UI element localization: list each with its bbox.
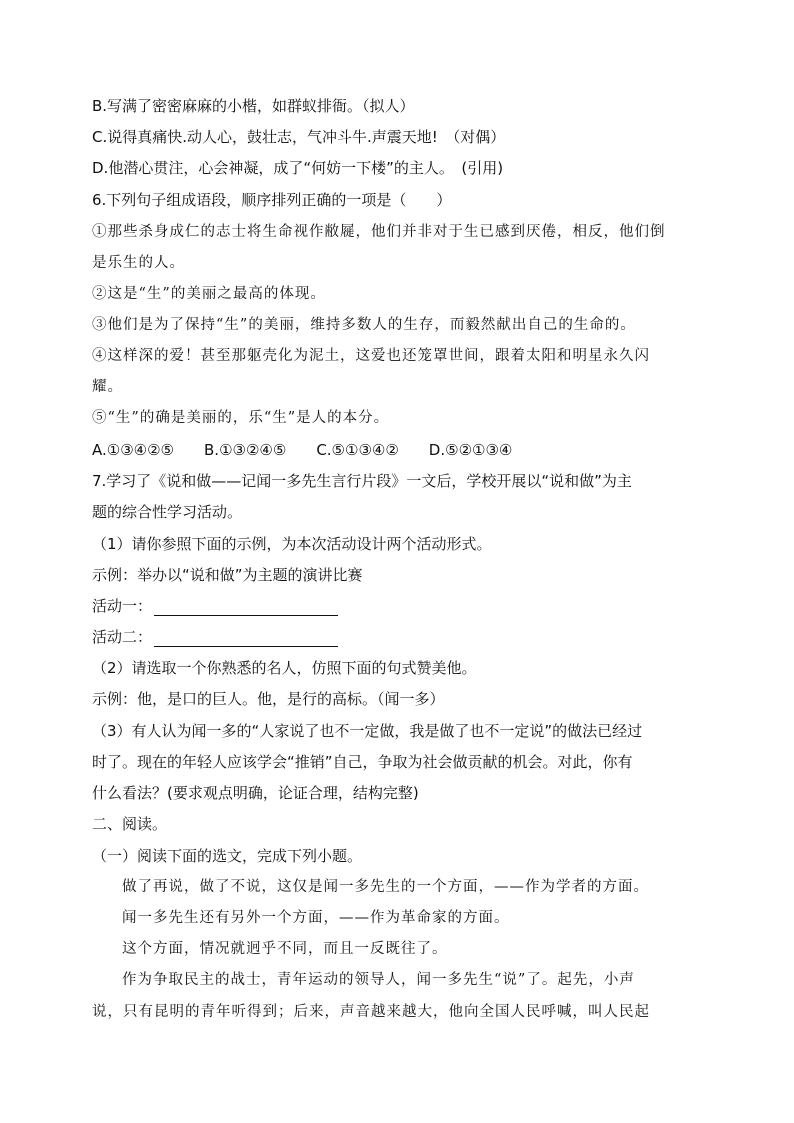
q6-sentence-1: ①那些杀身成仁的志士将生命视作敝屣，他们并非对于生已感到厌倦，相反，他们倒: [92, 224, 666, 240]
activity-1-blank[interactable]: [154, 599, 338, 616]
activity-1-label: 活动一：: [92, 597, 153, 615]
q6-sentence-3: ③他们是为了保持“生”的美丽，维持多数人的生存，而毅然献出自己的生命的。: [92, 317, 636, 333]
q7-part-2: （2）请选取一个你熟悉的名人，仿照下面的句式赞美他。: [92, 659, 477, 677]
q6-sentence-4-cont: 耀。: [92, 379, 123, 395]
q7-stem: 7.学习了《说和做——记闻一多先生言行片段》一文后，学校开展以“说和做”为主: [92, 472, 632, 490]
q5-option-c: C.说得真痛快.动人心，鼓壮志，气冲斗牛.声震天地! （对偶）: [92, 128, 506, 146]
q6-option-a[interactable]: A.①③④②⑤: [92, 441, 175, 459]
q6-options: [92, 440, 708, 460]
q6-sentence-5: ⑤“生”的确是美丽的，乐“生”是人的本分。: [92, 410, 390, 426]
passage-para-2: 闻一多先生还有另外一个方面，——作为革命家的方面。: [122, 910, 510, 926]
q7-part-3-cont: 时了。现在的年轻人应该学会“推销”自己，争取为社会做贡献的机会。对此，你有: [92, 753, 633, 771]
q6-option-d[interactable]: D.⑤②①③④: [428, 441, 513, 459]
q7-part-3-end: 什么看法？(要求观点明确，论证合理，结构完整): [92, 784, 419, 802]
q6-sentence-2: ②这是“生”的美丽之最高的体现。: [92, 286, 326, 302]
q7-activity-1: [92, 596, 708, 616]
q7-part-3: （3）有人认为闻一多的“人家说了也不一定做，我是做了也不一定说”的做法已经过: [92, 722, 643, 740]
q7-example-2: 示例：他，是口的巨人。他，是行的高标。（闻一多）: [92, 690, 445, 708]
reading-subheading: （一）阅读下面的选文，完成下列小题。: [92, 847, 363, 865]
q5-option-d: D.他潜心贯注，心会神凝，成了“何妨一下楼”的主人。 (引用): [92, 159, 504, 177]
reading-heading: 二、阅读。: [92, 815, 168, 833]
q7-activity-2: [92, 627, 708, 647]
passage-para-3: 这个方面，情况就迥乎不同，而且一反既往了。: [122, 941, 448, 957]
activity-2-label: 活动二：: [92, 628, 153, 646]
q5-option-b: B.写满了密密麻麻的小楷，如群蚁排衙。（拟人）: [92, 97, 415, 115]
q7-example-1: 示例：举办以“说和做”为主题的演讲比赛: [92, 566, 363, 584]
q7-stem-cont: 题的综合性学习活动。: [92, 503, 243, 521]
passage-para-4: 作为争取民主的战士，青年运动的领导人，闻一多先生“说”了。起先，小声: [122, 972, 635, 988]
q7-part-1: （1）请你参照下面的示例，为本次活动设计两个活动形式。: [92, 535, 492, 553]
q6-option-b[interactable]: B.①③②④⑤: [204, 441, 287, 459]
q6-option-c[interactable]: C.⑤①③④②: [316, 441, 399, 459]
q6-stem: 6.下列句子组成语段，顺序排列正确的一项是（ ）: [92, 191, 452, 209]
q6-sentence-4: ④这样深的爱！甚至那躯壳化为泥土，这爱也还笼罩世间，跟着太阳和明星永久闪: [92, 348, 650, 364]
passage-para-4-cont: 说，只有昆明的青年听得到；后来，声音越来越大，他向全国人民呼喊，叫人民起: [92, 1004, 650, 1020]
q6-sentence-1-cont: 是乐生的人。: [92, 255, 185, 271]
passage-para-1: 做了再说，做了不说，这仅是闻一多先生的一个方面，——作为学者的方面。: [122, 879, 649, 895]
activity-2-blank[interactable]: [154, 630, 338, 647]
